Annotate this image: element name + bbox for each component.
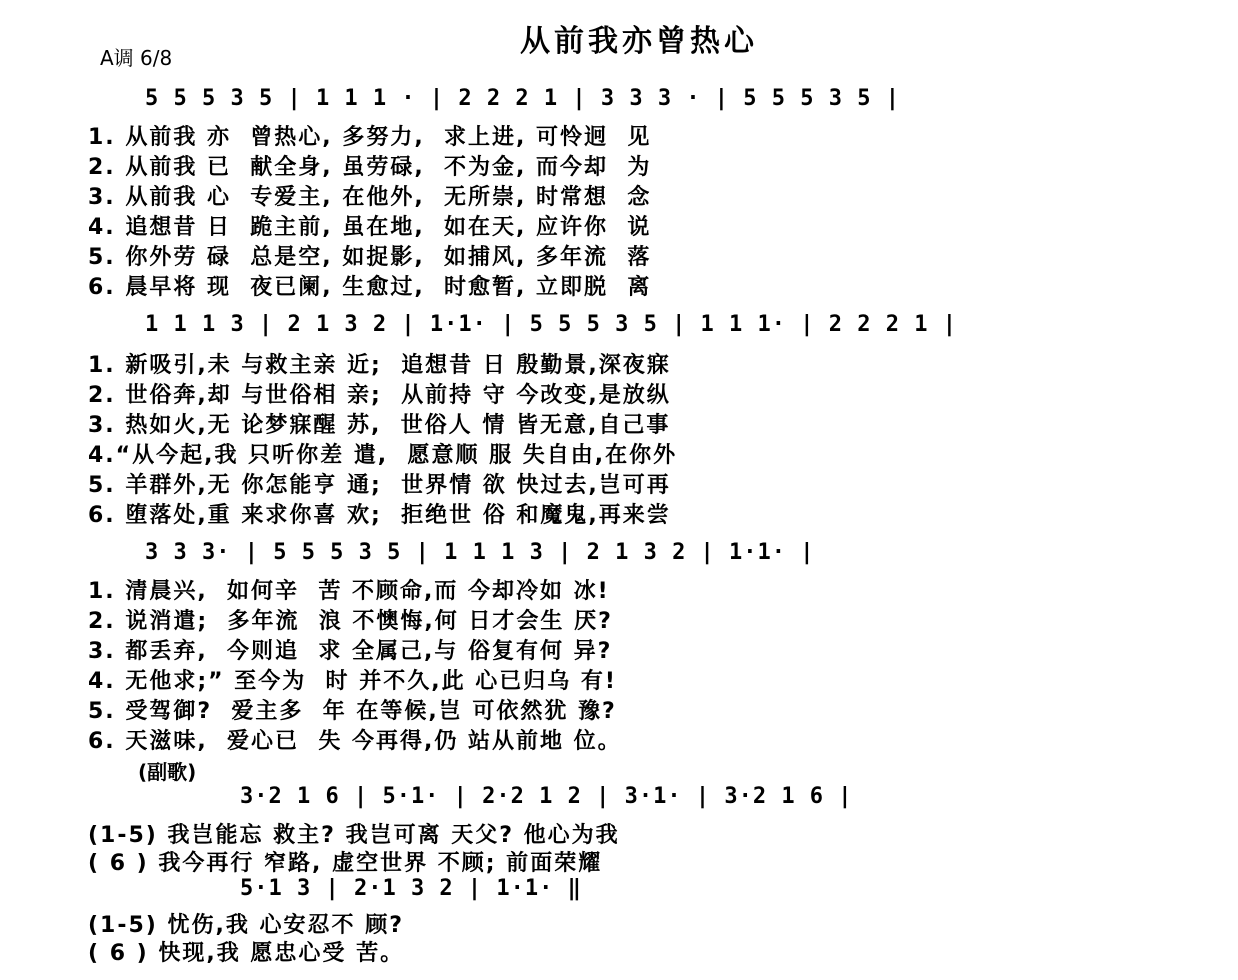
chorus-lyric-line: (1-5) 忧伤,我 心安忍不 顾? [88, 913, 404, 938]
lyric-line: 3. 热如火,无 论梦寐醒 苏, 世俗人 情 皆无意,自己事 [88, 413, 671, 438]
song-title: 从前我亦曾热心 [520, 24, 758, 59]
chorus-lyric-line: ( 6 ) 快现,我 愿忠心受 苦。 [88, 941, 405, 966]
lyric-line: 1. 清晨兴, 如何辛 苦 不顾命,而 今却冷如 冰! [88, 579, 610, 604]
lyric-line: 1. 从前我 亦 曾热心, 多努力, 求上进, 可怜迥 见 [88, 125, 652, 150]
notation-line-3: 3 3 3· | 5 5 5 3 5 | 1 1 1 3 | 2 1 3 2 | 1·1· | [145, 540, 815, 565]
chorus-notation-2: 5·1 3 | 2·1 3 2 | 1·1· ‖ [240, 876, 582, 901]
chorus-label: (副歌) [138, 760, 197, 784]
chorus-lyric-line: ( 6 ) 我今再行 窄路, 虚空世界 不顾; 前面荣耀 [88, 851, 603, 876]
lyric-line: 6. 天滋味, 爱心已 失 今再得,仍 站从前地 位。 [88, 729, 622, 754]
lyric-line: 5. 羊群外,无 你怎能亨 通; 世界情 欲 快过去,岂可再 [88, 473, 671, 498]
lyric-line: 6. 堕落处,重 来求你喜 欢; 拒绝世 俗 和魔鬼,再来尝 [88, 503, 671, 528]
lyric-line: 5. 你外劳 碌 总是空, 如捉影, 如捕风, 多年流 落 [88, 245, 652, 270]
lyric-line: 4. 追想昔 日 跪主前, 虽在地, 如在天, 应许你 说 [88, 215, 652, 240]
lyric-line: 2. 说消遣; 多年流 浪 不懊悔,何 日才会生 厌? [88, 609, 613, 634]
lyric-line: 3. 从前我 心 专爱主, 在他外, 无所崇, 时常想 念 [88, 185, 652, 210]
lyric-line: 6. 晨早将 现 夜已阑, 生愈过, 时愈暂, 立即脱 离 [88, 275, 652, 300]
lyric-line: 4. 无他求;” 至今为 时 并不久,此 心已归乌 有! [88, 669, 617, 694]
key-signature: A调 6/8 [100, 46, 173, 70]
notation-line-1: 5 5 5 3 5 | 1 1 1 · | 2 2 2 1 | 3 3 3 · | 5 5 5 3 5 | [145, 86, 900, 111]
lyric-line: 5. 受驾御? 爱主多 年 在等候,岂 可依然犹 豫? [88, 699, 617, 724]
lyric-line: 2. 世俗奔,却 与世俗相 亲; 从前持 守 今改变,是放纵 [88, 383, 671, 408]
lyric-line: 4.“从今起,我 只听你差 遣, 愿意顺 服 失自由,在你外 [88, 443, 678, 468]
chorus-lyric-line: (1-5) 我岂能忘 救主? 我岂可离 天父? 他心为我 [88, 823, 620, 848]
notation-line-2: 1 1 1 3 | 2 1 3 2 | 1·1· | 5 5 5 3 5 | 1 1 1· | 2 2 2 1 | [145, 312, 957, 337]
lyric-line: 2. 从前我 已 献全身, 虽劳碌, 不为金, 而今却 为 [88, 155, 652, 180]
chorus-notation-1: 3·2 1 6 | 5·1· | 2·2 1 2 | 3·1· | 3·2 1 6 | [240, 784, 853, 809]
lyric-line: 3. 都丢弃, 今则追 求 全属己,与 俗复有何 异? [88, 639, 613, 664]
lyric-line: 1. 新吸引,未 与救主亲 近; 追想昔 日 殷勤景,深夜寐 [88, 353, 671, 378]
